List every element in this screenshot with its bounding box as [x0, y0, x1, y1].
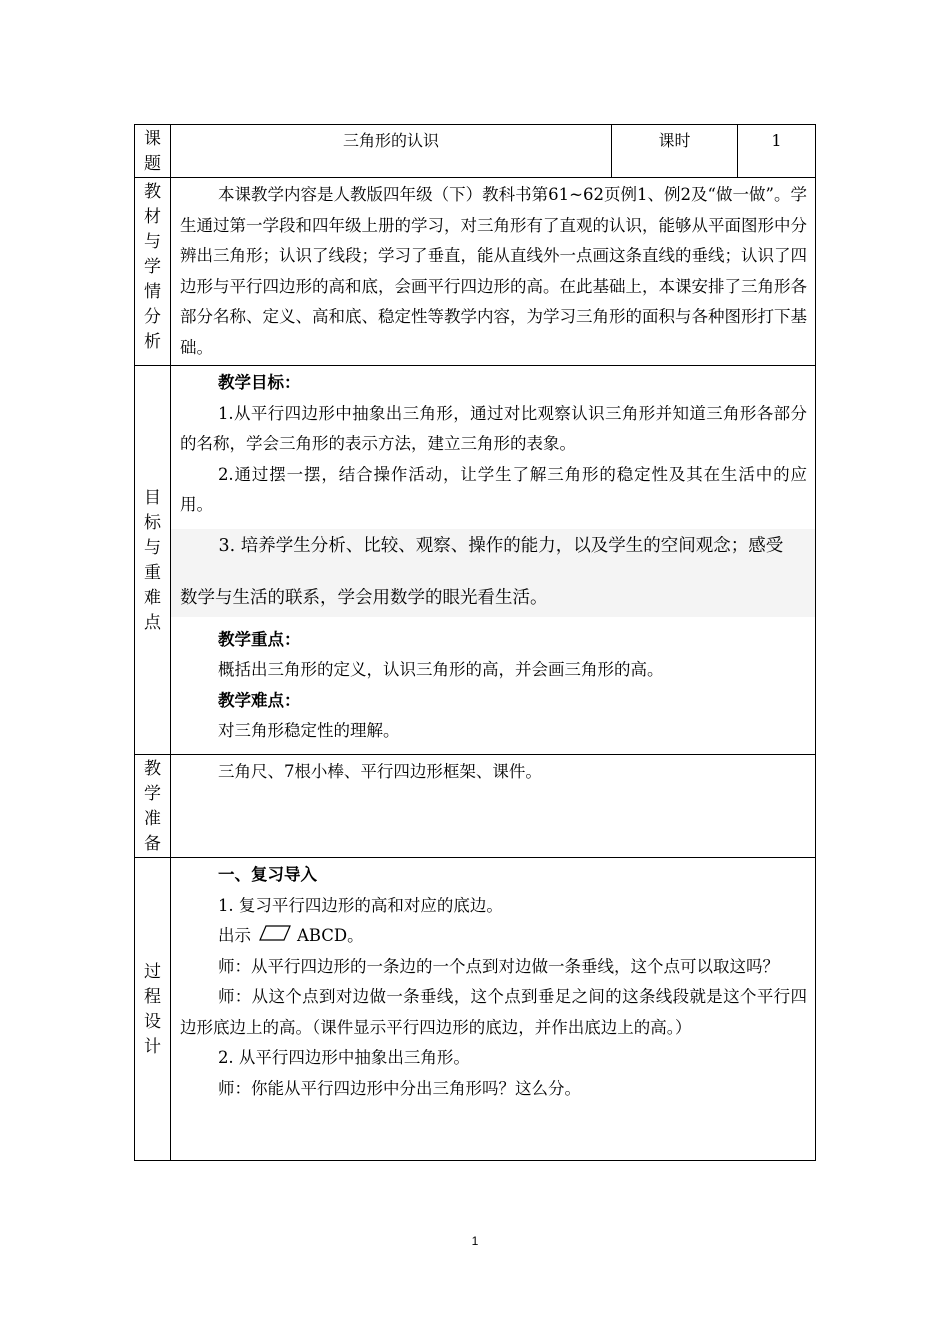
label-char: 课: [144, 129, 161, 149]
section-heading: 一、复习导入: [217, 865, 317, 884]
goals-label: [135, 366, 171, 755]
show-suffix: ABCD。: [296, 926, 364, 945]
parallelogram-icon: [259, 921, 291, 952]
analysis-content: [171, 178, 816, 366]
objective-3: [171, 529, 815, 617]
objectives-heading: 教学目标：: [217, 373, 301, 392]
label-char: 题: [144, 154, 161, 174]
label-char: 学: [144, 784, 161, 804]
difficulty-heading: 教学难点：: [217, 690, 301, 710]
process-row: [135, 858, 816, 1161]
show-parallelogram: [180, 921, 807, 952]
analysis-text: 本课教学内容是人教版四年级（下）教科书第61~62页例1、例2及“做一做”。学生通过第一学段和四年级上册的学习，对三角形有了直观的认识，能够从平面图形中分辨出三角形；认识了线段；学习了垂直，能从直线外一点画这条直线的垂线；认识了四边形与平行四边形的高和底，会画平行四边形的高。在此基础上，本课安排了三角形各部分名称、定义、高和底、稳定性等教学内容，为学习三角形的面积与各种图形打下基础。: [180, 185, 807, 357]
objective-3-part2: ，以及学生的空间观念；感受: [555, 535, 784, 556]
label-char: 教: [144, 759, 161, 779]
preparation-row: [135, 755, 816, 858]
lesson-plan-table: [134, 124, 816, 1161]
label-char: 过: [144, 962, 161, 982]
objective-3-part1: 3. 培养学生分析、比较、观察、操作的能力: [218, 535, 556, 556]
topic-value: 三角形的认识: [171, 125, 612, 178]
label-char: 析: [144, 332, 161, 352]
label-char: 备: [144, 834, 161, 854]
difficulty-text: 对三角形稳定性的理解。: [217, 721, 400, 740]
goals-row: [135, 366, 816, 755]
process-label: [135, 858, 171, 1161]
label-char: 标: [144, 513, 161, 533]
period-value: 1: [738, 125, 816, 178]
analysis-label: [135, 178, 171, 366]
objective-1: 1.从平行四边形中抽象出三角形，通过对比观察认识三角形并知道三角形各部分的名称，学会三角形的表示方法，建立三角形的表象。: [180, 403, 807, 453]
analysis-label-text: [135, 180, 170, 355]
process-label-text: [135, 960, 170, 1060]
page-number: 1: [471, 1234, 479, 1248]
preparation-content: [171, 755, 816, 858]
label-char: 程: [144, 987, 161, 1007]
label-char: 学: [144, 257, 161, 277]
label-char: 准: [144, 809, 161, 829]
goals-content: [171, 366, 816, 755]
label-char: 重: [144, 563, 161, 583]
process-content: [171, 858, 816, 1161]
label-char: 难: [144, 588, 161, 608]
label-char: 材: [144, 207, 161, 227]
label-char: 目: [144, 488, 161, 508]
label-char: 点: [144, 613, 161, 633]
period-label: 课时: [612, 125, 738, 178]
label-char: 与: [144, 232, 161, 252]
analysis-row: [135, 178, 816, 366]
preparation-label-text: [135, 757, 170, 857]
teacher-line-1: 师：从平行四边形的一条边的一个点到对边做一条垂线，这个点可以取这吗？: [217, 956, 779, 976]
objective-2: 2.通过摆一摆，结合操作活动，让学生了解三角形的稳定性及其在生活中的应用。: [180, 464, 807, 514]
goals-label-text: [135, 486, 170, 636]
teacher-line-3: 师：你能从平行四边形中分出三角形吗？这么分。: [217, 1078, 581, 1098]
step-2: 2. 从平行四边形中抽象出三角形。: [217, 1048, 470, 1068]
show-prefix: 出示: [217, 926, 251, 945]
teacher-line-2: 师：从这个点到对边做一条垂线，这个点到垂足之间的这条线段就是这个平行四边形底边上的高。（课件显示平行四边形的底边，并作出底边上的高。）: [180, 987, 807, 1037]
preparation-text: 三角尺、7根小棒、平行四边形框架、课件。: [217, 762, 542, 781]
label-char: 分: [144, 307, 161, 327]
label-char: 教: [144, 182, 161, 202]
topic-label: [135, 125, 171, 178]
key-heading: 教学重点：: [217, 629, 301, 649]
step-1: 1. 复习平行四边形的高和对应的底边。: [217, 895, 503, 915]
topic-row: [135, 125, 816, 178]
label-char: 计: [144, 1037, 161, 1057]
topic-label-text: [135, 127, 170, 177]
label-char: 设: [144, 1012, 161, 1032]
key-text: 概括出三角形的定义，认识三角形的高，并会画三角形的高。: [217, 660, 664, 679]
objective-3-part3: 数学与生活的联系，学会用数学的眼光看生活。: [180, 587, 548, 608]
preparation-label: [135, 755, 171, 858]
label-char: 情: [144, 282, 161, 302]
label-char: 与: [144, 538, 161, 558]
